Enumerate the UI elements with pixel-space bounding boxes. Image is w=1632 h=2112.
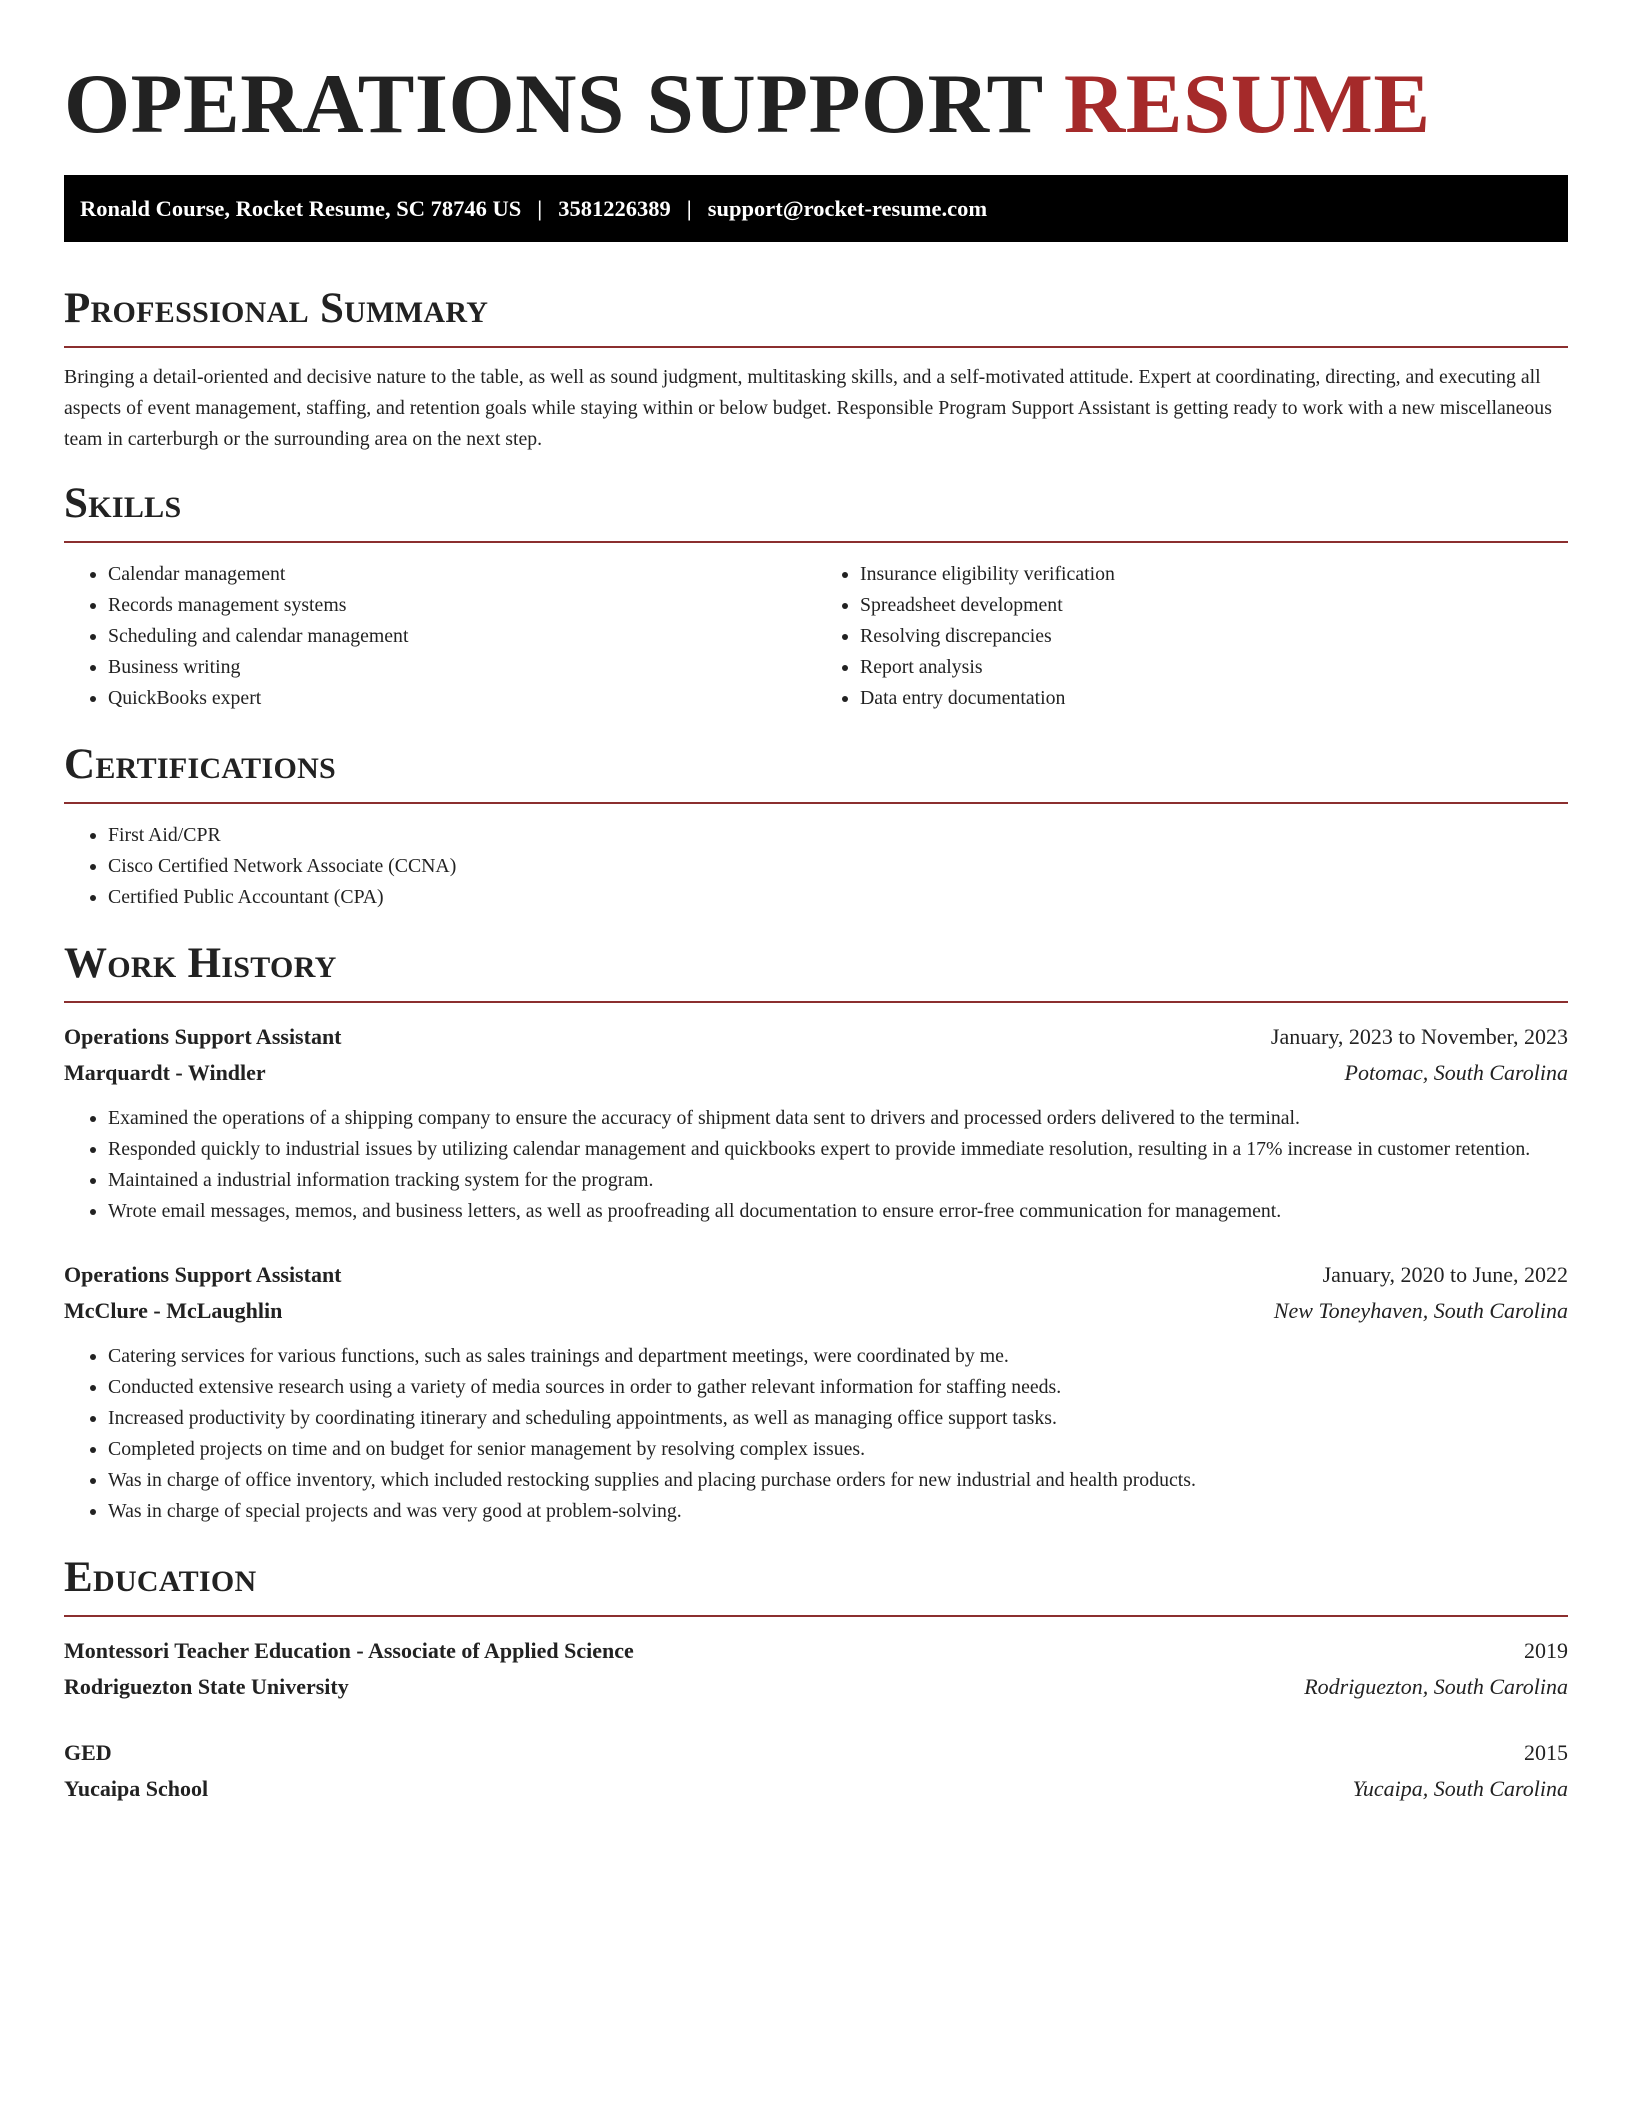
summary-section [64,284,1568,455]
education-degree: GED [64,1740,112,1765]
section-divider [64,1615,1568,1617]
job-location: Potomac, South Carolina [1344,1060,1568,1085]
job-duty: • Maintained a industrial information tracking system for the program. [108,1165,1568,1196]
job-duty: • Conducted extensive research using a variety of media sources in order to gather relevant information for staffing needs. [108,1372,1568,1403]
job-duties-list [64,1103,1568,1227]
job-duty: • Completed projects on time and on budget for senior management by resolving complex issues. [108,1434,1568,1465]
skill-item: • Calendar management [108,559,816,590]
resume-title [64,0,1568,150]
education-year: 2019 [1524,1638,1568,1663]
skill-item: • Records management systems [108,590,816,621]
job-entry [64,1257,1568,1527]
section-heading: Work History [64,940,337,987]
section-heading: Certifications [64,741,337,788]
job-title: Operations Support Assistant [64,1262,342,1287]
title-accent: RESUME [1063,57,1431,151]
education-degree-row [64,1735,1568,1771]
job-duties-list [64,1341,1568,1527]
job-entry [64,1019,1568,1227]
education-school: Rodriguezton State University [64,1674,349,1699]
job-duty: • Was in charge of office inventory, which included restocking supplies and placing purchase orders for new industrial and health products. [108,1465,1568,1496]
title-main: OPERATIONS SUPPORT [64,57,1043,151]
education-location: Rodriguezton, South Carolina [1304,1674,1568,1699]
skill-item: • Business writing [108,652,816,683]
section-heading: Professional Summary [64,285,489,332]
job-company-row [64,1055,1568,1091]
job-duty: • Catering services for various functions, such as sales trainings and department meetings, were coordinated by me. [108,1341,1568,1372]
skill-item: • Data entry documentation [860,683,1568,714]
certifications-section [64,740,1568,913]
education-school-row [64,1669,1568,1705]
skills-grid [64,543,1568,714]
job-dates: January, 2020 to June, 2022 [1322,1262,1568,1287]
job-company: Marquardt - Windler [64,1060,266,1085]
skills-list-left [64,559,816,714]
job-duty: • Was in charge of special projects and was very good at problem-solving. [108,1496,1568,1527]
summary-text: Bringing a detail-oriented and decisive nature to the table, as well as sound judgment, multitasking skills, and a self-motivated attitude. Expert at coordinating, directing, and executing all aspects of event management, staffing, and retention goals while staying within or below budget. Responsible Program Support Assistant is getting ready to work with a new miscellaneous team in carterburgh or the surrounding area on the next step. [64,366,1552,450]
education-year: 2015 [1524,1740,1568,1765]
job-duty: • Increased productivity by coordinating itinerary and scheduling appointments, as well as managing office support tasks. [108,1403,1568,1434]
job-title: Operations Support Assistant [64,1024,342,1049]
certification-item: • First Aid/CPR [108,820,1568,851]
education-school-row [64,1771,1568,1807]
certifications-list [64,820,1568,913]
skill-item: • Report analysis [860,652,1568,683]
skills-list-right [816,559,1568,714]
job-duty: • Wrote email messages, memos, and business letters, as well as proofreading all documentation to ensure error-free communication for management. [108,1196,1568,1227]
job-dates: January, 2023 to November, 2023 [1270,1024,1568,1049]
section-divider [64,802,1568,804]
skill-item: • Resolving discrepancies [860,621,1568,652]
section-heading: Education [64,1554,257,1601]
education-section [64,1553,1568,1807]
skill-item: • QuickBooks expert [108,683,816,714]
education-school: Yucaipa School [64,1776,209,1801]
education-location: Yucaipa, South Carolina [1352,1776,1568,1801]
certification-item: • Certified Public Accountant (CPA) [108,882,1568,913]
section-divider [64,1001,1568,1003]
job-duty: • Examined the operations of a shipping company to ensure the accuracy of shipment data sent to drivers and processed orders delivered to the terminal. [108,1103,1568,1134]
section-heading: Skills [64,480,182,527]
work-history-section [64,939,1568,1527]
contact-separator: | [686,195,692,221]
skills-section [64,479,1568,714]
education-entry [64,1633,1568,1705]
education-entry [64,1735,1568,1807]
job-header-row [64,1257,1568,1293]
skill-item: • Insurance eligibility verification [860,559,1568,590]
job-duty: • Responded quickly to industrial issues by utilizing calendar management and quickbooks expert to provide immediate resolution, resulting in a 17% increase in customer retention. [108,1134,1568,1165]
contact-separator: | [537,195,543,221]
contact-address: Ronald Course, Rocket Resume, SC 78746 US [80,195,522,221]
skill-item: • Scheduling and calendar management [108,621,816,652]
section-divider [64,346,1568,348]
job-location: New Toneyhaven, South Carolina [1273,1298,1568,1323]
education-degree: Montessori Teacher Education - Associate of Applied Science [64,1638,634,1663]
job-company: McClure - McLaughlin [64,1298,283,1323]
contact-phone[interactable]: 3581226389 [558,195,671,221]
job-header-row [64,1019,1568,1055]
job-company-row [64,1293,1568,1329]
certification-item: • Cisco Certified Network Associate (CCNA) [108,851,1568,882]
contact-bar [64,175,1568,242]
education-degree-row [64,1633,1568,1669]
contact-email[interactable]: support@rocket-resume.com [707,195,988,221]
skill-item: • Spreadsheet development [860,590,1568,621]
